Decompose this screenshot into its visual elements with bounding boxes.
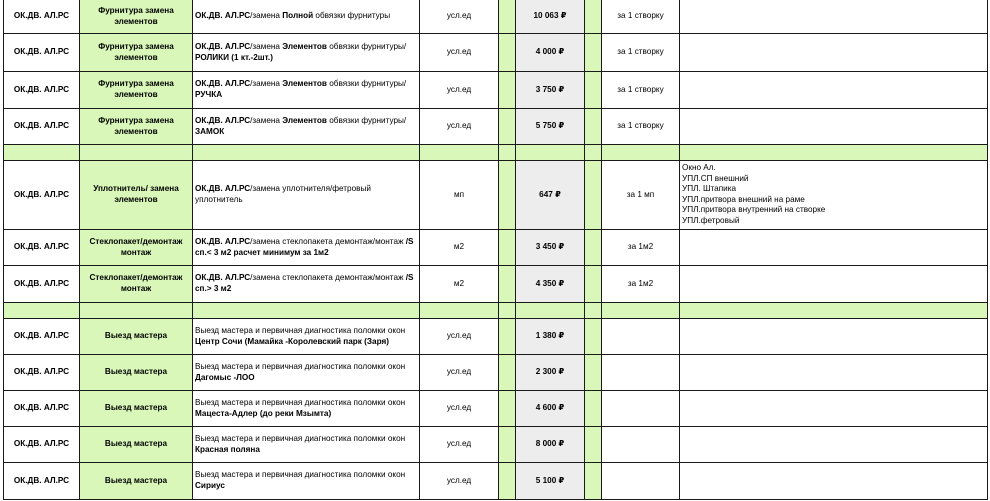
item-description (193, 230, 420, 266)
item-code: ОК.ДВ. АЛ.РС (4, 161, 80, 230)
table-row (4, 319, 988, 355)
table-row (4, 463, 988, 500)
item-price: 5 750 ₽ (516, 109, 585, 145)
description-segment: Центр Сочи (Мамайка -Королевский парк (Заря) (195, 336, 389, 346)
spacer-cell (499, 427, 516, 463)
item-per-unit: за 1 мп (602, 161, 680, 230)
divider-cell (420, 303, 499, 319)
divider-cell (602, 145, 680, 161)
item-price: 4 600 ₽ (516, 391, 585, 427)
item-unit: м2 (420, 230, 499, 266)
description-segment: /замена (250, 41, 283, 51)
description-segment: обвязки фурнитуры/ (326, 115, 407, 125)
item-unit: усл.ед (420, 391, 499, 427)
table-row (4, 109, 988, 145)
item-price: 8 000 ₽ (516, 427, 585, 463)
item-note (680, 34, 988, 72)
table-row (4, 0, 988, 34)
description-segment: /S сп.> 3 м2 (195, 273, 414, 293)
item-code: ОК.ДВ. АЛ.РС (4, 463, 80, 500)
description-segment: Выезд мастера и первичная диагностика поломки окон (195, 470, 406, 480)
spacer-cell (585, 72, 602, 109)
description-segment: ОК.ДВ. АЛ.РС (195, 79, 251, 89)
item-description (193, 319, 420, 355)
item-code: ОК.ДВ. АЛ.РС (4, 391, 80, 427)
item-note (680, 266, 988, 303)
divider-cell (4, 145, 80, 161)
spacer-cell (499, 463, 516, 500)
item-unit: мп (420, 161, 499, 230)
item-category: Выезд мастера (80, 427, 193, 463)
item-note (680, 427, 988, 463)
item-price: 4 350 ₽ (516, 266, 585, 303)
description-segment: ОК.ДВ. АЛ.РС (195, 273, 251, 283)
item-price: 5 100 ₽ (516, 463, 585, 500)
item-note (680, 0, 988, 34)
item-description (193, 266, 420, 303)
divider-cell (193, 303, 420, 319)
spacer-cell (499, 319, 516, 355)
item-price: 4 000 ₽ (516, 34, 585, 72)
item-code: ОК.ДВ. АЛ.РС (4, 319, 80, 355)
item-category: Фурнитура замена элементов (80, 109, 193, 145)
item-unit: усл.ед (420, 34, 499, 72)
description-segment: обвязки фурнитуры (313, 11, 391, 21)
item-code: ОК.ДВ. АЛ.РС (4, 0, 80, 34)
description-segment: /замена (250, 79, 283, 89)
item-description (193, 427, 420, 463)
description-segment: Выезд мастера и первичная диагностика поломки окон (195, 433, 406, 443)
spacer-cell (585, 427, 602, 463)
note-line: УПЛ.СП внешний (682, 173, 749, 183)
divider-cell (499, 303, 516, 319)
item-category: Фурнитура замена элементов (80, 72, 193, 109)
item-note (680, 161, 988, 230)
spacer-cell (585, 0, 602, 34)
description-segment: Сириус (195, 481, 225, 490)
divider-cell (516, 145, 585, 161)
item-price: 1 380 ₽ (516, 319, 585, 355)
item-category: Стеклопакет/демонтаж монтаж (80, 266, 193, 303)
table-row (4, 230, 988, 266)
description-segment: Дагомыс -ЛОО (195, 372, 255, 382)
description-segment: РОЛИКИ (1 кт.-2шт.) (195, 52, 273, 62)
item-description (193, 34, 420, 72)
item-unit: усл.ед (420, 72, 499, 109)
spacer-cell (499, 355, 516, 391)
note-line: УПЛ.фетровый (682, 215, 740, 225)
description-segment: /замена (250, 11, 283, 21)
divider-cell (4, 303, 80, 319)
description-segment: ЗАМОК (195, 126, 225, 136)
description-segment: ОК.ДВ. АЛ.РС (195, 115, 251, 125)
item-note (680, 72, 988, 109)
spacer-cell (499, 72, 516, 109)
item-category: Выезд мастера (80, 391, 193, 427)
item-category: Стеклопакет/демонтаж монтаж (80, 230, 193, 266)
section-divider-row (4, 145, 988, 161)
description-segment: Элементов (282, 41, 327, 51)
description-segment: обвязки фурнитуры/ (326, 41, 407, 51)
item-note (680, 230, 988, 266)
item-description (193, 355, 420, 391)
item-category: Фурнитура замена элементов (80, 0, 193, 34)
item-category: Выезд мастера (80, 463, 193, 500)
spacer-cell (585, 319, 602, 355)
item-description (193, 463, 420, 500)
description-segment: Выезд мастера и первичная диагностика поломки окон (195, 397, 406, 407)
divider-cell (516, 303, 585, 319)
spacer-cell (585, 34, 602, 72)
item-note (680, 355, 988, 391)
item-price: 647 ₽ (516, 161, 585, 230)
item-unit: усл.ед (420, 319, 499, 355)
table-row (4, 34, 988, 72)
item-description (193, 161, 420, 230)
spacer-cell (585, 161, 602, 230)
item-note (680, 391, 988, 427)
item-per-unit (602, 463, 680, 500)
item-unit: усл.ед (420, 355, 499, 391)
description-segment: Выезд мастера и первичная диагностика поломки окон (195, 325, 406, 335)
item-per-unit: за 1 створку (602, 34, 680, 72)
spacer-cell (585, 355, 602, 391)
item-category: Фурнитура замена элементов (80, 34, 193, 72)
item-description (193, 109, 420, 145)
note-line: УПЛ. Штапика (682, 184, 737, 194)
description-segment: обвязки фурнитуры/ (326, 79, 407, 89)
item-category: Выезд мастера (80, 355, 193, 391)
description-segment: Элементов (282, 115, 327, 125)
item-note (680, 319, 988, 355)
divider-cell (602, 303, 680, 319)
spacer-cell (499, 109, 516, 145)
item-per-unit: за 1м2 (602, 266, 680, 303)
divider-cell (193, 145, 420, 161)
divider-cell (80, 303, 193, 319)
item-description (193, 391, 420, 427)
description-segment: РУЧКА (195, 90, 223, 99)
item-code: ОК.ДВ. АЛ.РС (4, 266, 80, 303)
divider-cell (499, 145, 516, 161)
spacer-cell (499, 0, 516, 34)
item-per-unit: за 1 створку (602, 109, 680, 145)
divider-cell (420, 145, 499, 161)
item-code: ОК.ДВ. АЛ.РС (4, 230, 80, 266)
description-segment: Красная поляна (195, 444, 260, 454)
item-code: ОК.ДВ. АЛ.РС (4, 109, 80, 145)
item-note (680, 463, 988, 500)
description-segment: Выезд мастера и первичная диагностика поломки окон (195, 361, 406, 371)
description-segment: /замена стеклопакета демонтаж/монтаж (250, 273, 406, 283)
table-row (4, 355, 988, 391)
item-per-unit: за 1 створку (602, 0, 680, 34)
table-row (4, 427, 988, 463)
description-segment: Мацеста-Адлер (до реки Мзымта) (195, 408, 332, 418)
price-table (3, 0, 988, 500)
item-price: 10 063 ₽ (516, 0, 585, 34)
item-description (193, 0, 420, 34)
note-line: УПЛ.притвора внутренний на створке (682, 205, 826, 215)
spacer-cell (499, 391, 516, 427)
item-per-unit: за 1м2 (602, 230, 680, 266)
item-unit: м2 (420, 266, 499, 303)
spacer-cell (585, 463, 602, 500)
item-code: ОК.ДВ. АЛ.РС (4, 34, 80, 72)
note-line: Окно Ал. (682, 163, 716, 172)
item-unit: усл.ед (420, 0, 499, 34)
spacer-cell (585, 391, 602, 427)
item-unit: усл.ед (420, 109, 499, 145)
description-segment: /замена стеклопакета демонтаж/монтаж (250, 236, 406, 246)
description-segment: /замена уплотнителя/фетровый уплотнитель (195, 184, 371, 204)
item-unit: усл.ед (420, 463, 499, 500)
spacer-cell (499, 34, 516, 72)
spacer-cell (499, 266, 516, 303)
item-per-unit: за 1 створку (602, 72, 680, 109)
description-segment: ОК.ДВ. АЛ.РС (195, 236, 251, 246)
price-table-body (4, 0, 988, 500)
item-code: ОК.ДВ. АЛ.РС (4, 72, 80, 109)
item-code: ОК.ДВ. АЛ.РС (4, 355, 80, 391)
description-segment: Элементов (282, 79, 327, 89)
divider-cell (585, 303, 602, 319)
item-per-unit (602, 391, 680, 427)
spacer-cell (499, 161, 516, 230)
divider-cell (680, 145, 988, 161)
description-segment: /S сп.< 3 м2 расчет минимум за 1м2 (195, 236, 414, 257)
section-divider-row (4, 303, 988, 319)
item-price: 3 750 ₽ (516, 72, 585, 109)
description-segment: Полной (282, 11, 314, 21)
spacer-cell (585, 266, 602, 303)
description-segment: ОК.ДВ. АЛ.РС (195, 184, 251, 194)
item-per-unit (602, 319, 680, 355)
item-price: 2 300 ₽ (516, 355, 585, 391)
item-unit: усл.ед (420, 427, 499, 463)
item-per-unit (602, 427, 680, 463)
item-price: 3 450 ₽ (516, 230, 585, 266)
divider-cell (80, 145, 193, 161)
table-row (4, 161, 988, 230)
spacer-cell (585, 109, 602, 145)
description-segment: /замена (250, 115, 283, 125)
item-category: Уплотнитель/ замена элементов (80, 161, 193, 230)
note-line: УПЛ.притвора внешний на раме (682, 194, 805, 204)
description-segment: ОК.ДВ. АЛ.РС (195, 11, 251, 21)
description-segment: ОК.ДВ. АЛ.РС (195, 41, 251, 51)
item-per-unit (602, 355, 680, 391)
item-description (193, 72, 420, 109)
item-category: Выезд мастера (80, 319, 193, 355)
divider-cell (585, 145, 602, 161)
item-code: ОК.ДВ. АЛ.РС (4, 427, 80, 463)
item-note (680, 109, 988, 145)
spacer-cell (585, 230, 602, 266)
spacer-cell (499, 230, 516, 266)
table-row (4, 72, 988, 109)
table-row (4, 266, 988, 303)
table-row (4, 391, 988, 427)
divider-cell (680, 303, 988, 319)
